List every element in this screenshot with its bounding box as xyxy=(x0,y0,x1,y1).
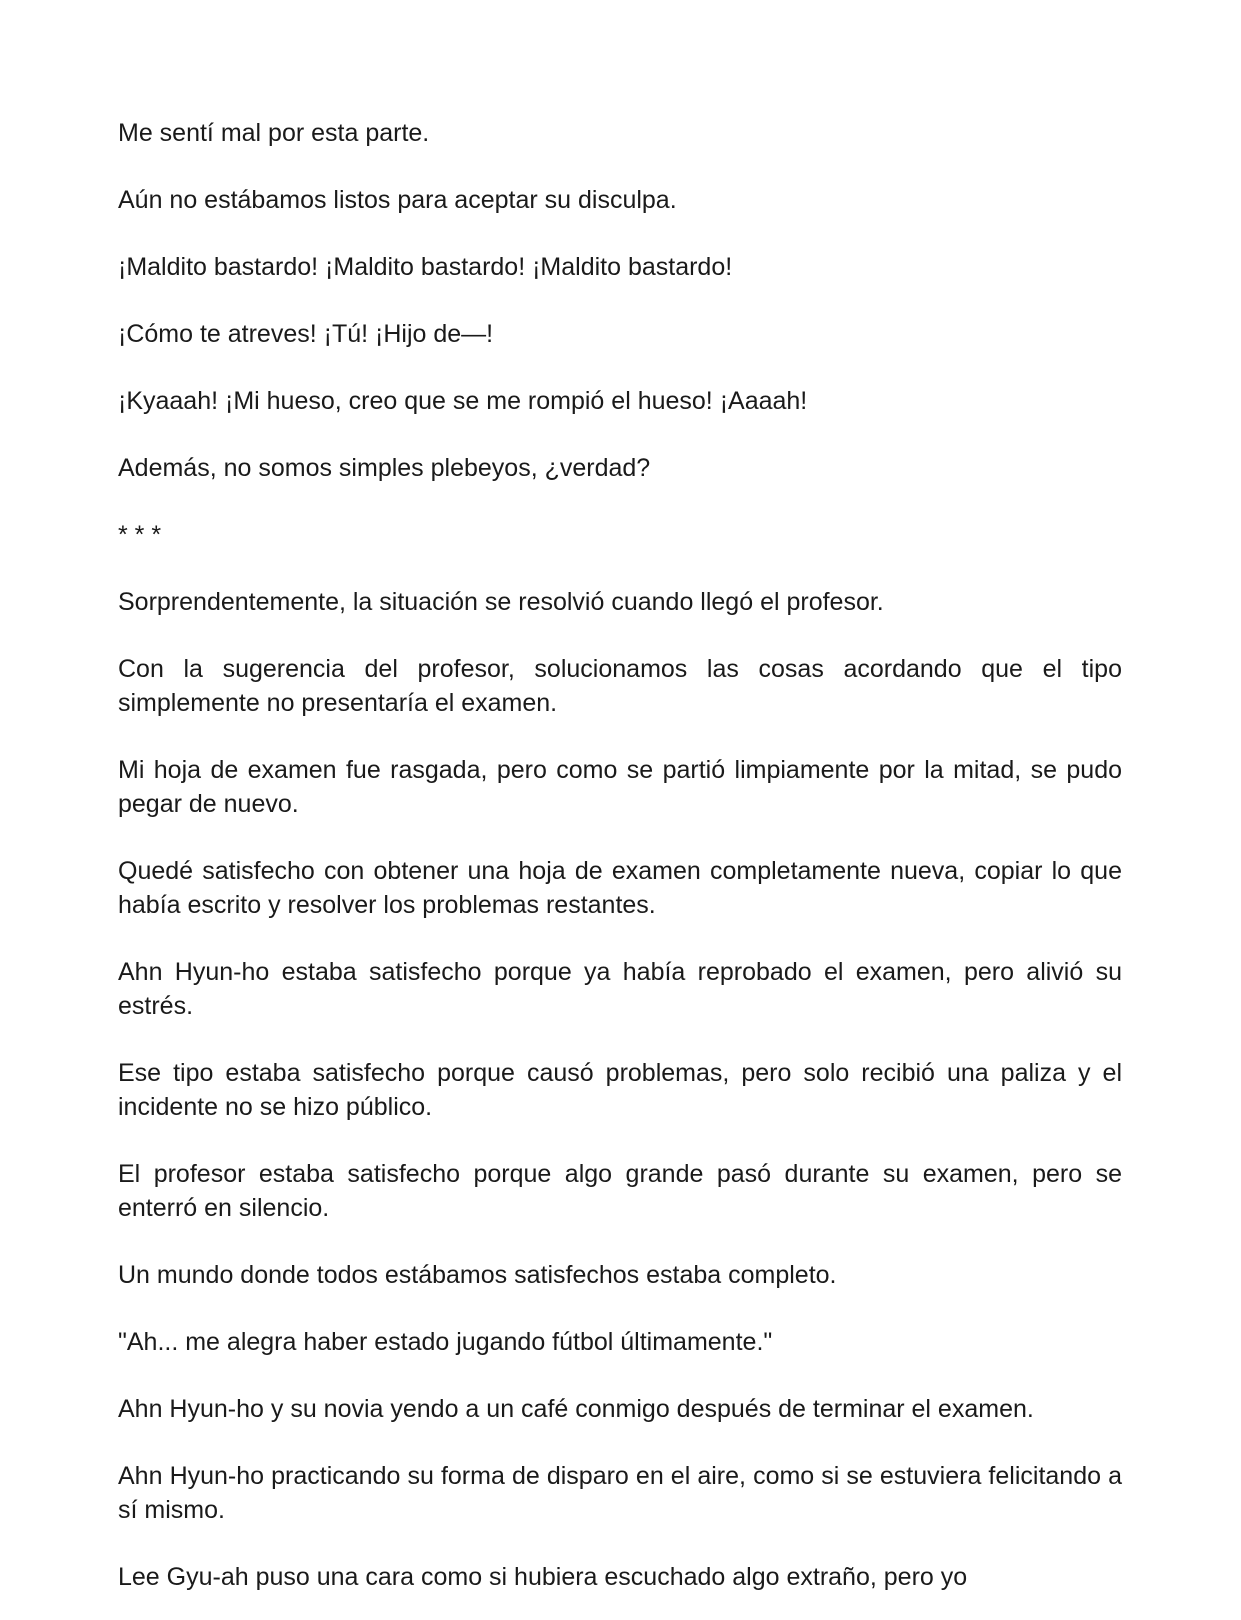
paragraph: Me sentí mal por esta parte. xyxy=(118,119,430,147)
paragraph: Ese tipo estaba satisfecho porque causó problemas, pero solo recibió una paliza y el incidente no se hizo público. xyxy=(118,1059,1122,1121)
scene-separator: * * * xyxy=(118,521,162,549)
paragraph: Sorprendentemente, la situación se resolvió cuando llegó el profesor. xyxy=(118,588,884,616)
paragraph: El profesor estaba satisfecho porque algo grande pasó durante su examen, pero se enterró en silencio. xyxy=(118,1160,1122,1222)
paragraph: Con la sugerencia del profesor, solucionamos las cosas acordando que el tipo simplemente no presentaría el examen. xyxy=(118,655,1122,717)
paragraph: Mi hoja de examen fue rasgada, pero como se partió limpiamente por la mitad, se pudo pegar de nuevo. xyxy=(118,756,1122,818)
paragraph: ¡Cómo te atreves! ¡Tú! ¡Hijo de—! xyxy=(118,320,494,348)
paragraph: Quedé satisfecho con obtener una hoja de examen completamente nueva, copiar lo que había escrito y resolver los problemas restantes. xyxy=(118,857,1122,919)
paragraph: Ahn Hyun-ho practicando su forma de disparo en el aire, como si se estuviera felicitando a sí mismo. xyxy=(118,1462,1122,1524)
paragraph: Ahn Hyun-ho y su novia yendo a un café conmigo después de terminar el examen. xyxy=(118,1395,1034,1423)
paragraph: Un mundo donde todos estábamos satisfechos estaba completo. xyxy=(118,1261,837,1289)
paragraph: Además, no somos simples plebeyos, ¿verdad? xyxy=(118,454,651,482)
paragraph: ¡Maldito bastardo! ¡Maldito bastardo! ¡Maldito bastardo! xyxy=(118,253,733,281)
paragraph: Lee Gyu-ah puso una cara como si hubiera escuchado algo extraño, pero yo xyxy=(118,1563,968,1591)
paragraph: ¡Kyaaah! ¡Mi hueso, creo que se me rompió el hueso! ¡Aaaah! xyxy=(118,387,808,415)
paragraph: Ahn Hyun-ho estaba satisfecho porque ya había reprobado el examen, pero alivió su estrés. xyxy=(118,958,1122,1020)
paragraph: Aún no estábamos listos para aceptar su disculpa. xyxy=(118,186,677,214)
paragraph: "Ah... me alegra haber estado jugando fútbol últimamente." xyxy=(118,1328,773,1356)
document-body xyxy=(118,116,1122,1620)
